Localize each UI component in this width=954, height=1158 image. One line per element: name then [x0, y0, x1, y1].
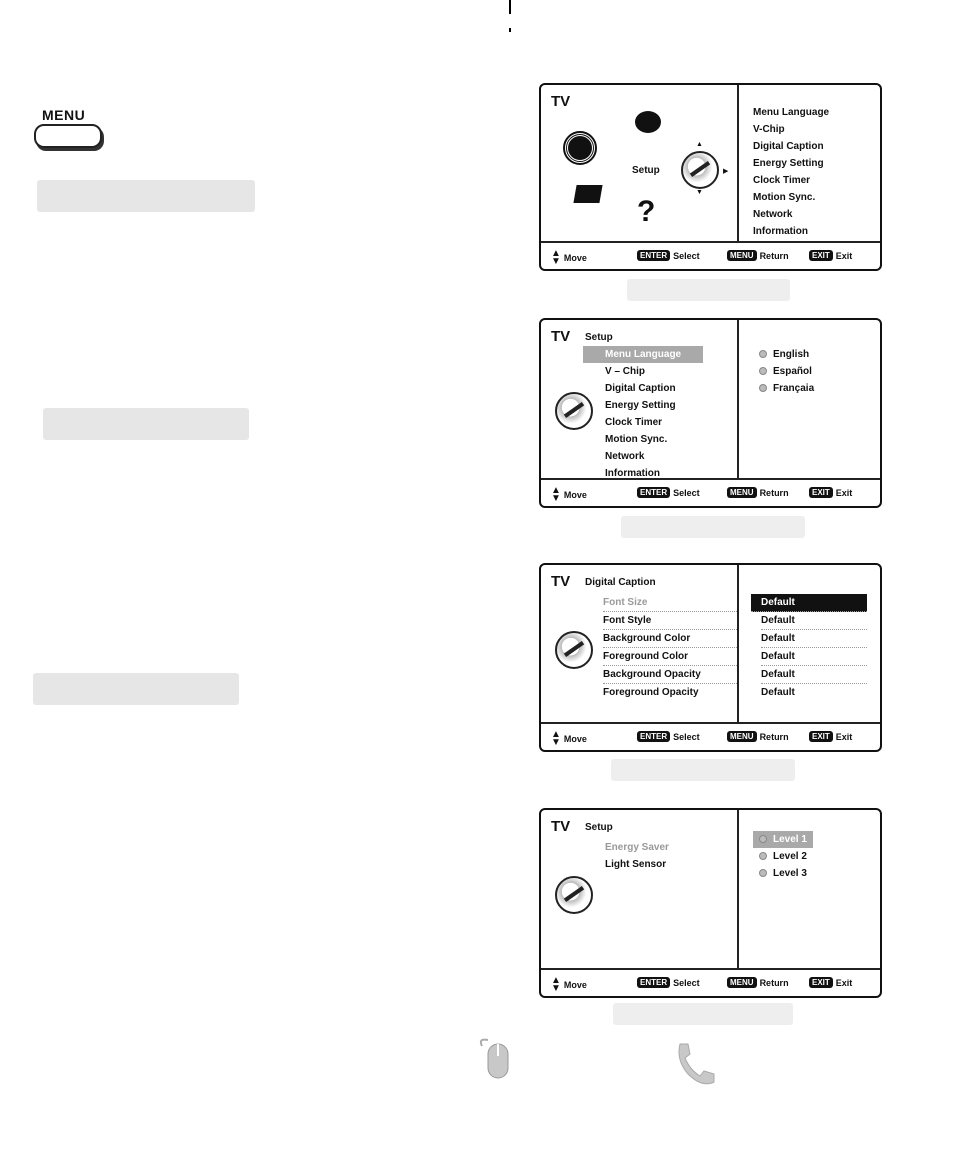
option-label: Level 2 — [773, 851, 807, 862]
tv-setup-screen — [539, 318, 882, 508]
radio-icon — [759, 852, 767, 860]
exit-key-badge: EXIT — [809, 250, 833, 261]
radio-icon — [759, 367, 767, 375]
caption-bar-2 — [621, 516, 805, 538]
list-item-selected[interactable]: Energy Saver — [605, 842, 669, 853]
enter-key-badge: ENTER — [637, 487, 670, 498]
list-item-selected[interactable]: Font Size — [603, 594, 737, 612]
option-label: Level 3 — [773, 868, 807, 879]
list-item[interactable]: Foreground Opacity — [603, 687, 699, 698]
picture-icon — [635, 111, 661, 133]
list-item[interactable]: Background Color — [603, 630, 737, 648]
screen-footer — [541, 241, 880, 269]
footer-exit-label: Exit — [835, 977, 853, 988]
footer-move-label: Move — [563, 253, 587, 263]
up-down-arrows-icon: ▲ ▼ — [551, 975, 561, 994]
up-down-arrows-icon: ▲ ▼ — [551, 729, 561, 748]
footer-select-label: Select — [673, 731, 700, 742]
menu-button-icon — [34, 124, 102, 148]
tv-digital-caption-screen — [539, 563, 882, 752]
footer-exit-label: Exit — [835, 487, 853, 498]
tv-label: TV — [551, 573, 571, 590]
menu-key-badge: MENU — [727, 731, 757, 742]
list-item[interactable]: Network — [605, 451, 645, 462]
list-item[interactable]: Information — [753, 226, 808, 237]
list-item[interactable]: Digital Caption — [605, 383, 676, 394]
breadcrumb: Setup — [585, 822, 613, 833]
list-item[interactable]: Clock Timer — [753, 175, 811, 186]
chevron-up-icon: ▲ — [696, 141, 703, 148]
step-bar-3 — [33, 673, 239, 705]
list-item[interactable]: Energy Setting — [605, 400, 676, 411]
radio-option[interactable] — [759, 848, 813, 865]
value-cell[interactable]: Default — [761, 666, 867, 684]
menu-key-label: MENU — [42, 107, 86, 123]
footer-select-label: Select — [673, 487, 700, 498]
footer-exit-label: Exit — [835, 731, 853, 742]
breadcrumb: Setup — [585, 332, 613, 343]
chevron-down-icon: ▼ — [696, 189, 703, 196]
radio-option[interactable] — [759, 380, 814, 397]
caption-bar-3 — [611, 759, 795, 781]
main-menu-list — [753, 104, 829, 240]
value-cell[interactable]: Default — [761, 612, 867, 630]
vertical-rule — [509, 28, 511, 32]
screen-footer — [541, 968, 880, 996]
breadcrumb: Digital Caption — [585, 577, 656, 588]
list-item[interactable]: Energy Setting — [753, 158, 824, 169]
tv-label: TV — [551, 328, 571, 345]
enter-key-badge: ENTER — [637, 977, 670, 988]
list-item[interactable]: Motion Sync. — [753, 192, 816, 203]
setup-icon — [555, 876, 593, 914]
list-item[interactable]: V-Chip — [753, 124, 785, 135]
menu-key-graphic — [34, 107, 104, 149]
tv-label: TV — [551, 818, 571, 835]
list-item[interactable]: Information — [605, 468, 660, 479]
exit-key-badge: EXIT — [809, 731, 833, 742]
footer-move-label: Move — [563, 734, 587, 744]
phone-icon — [672, 1040, 716, 1098]
list-item[interactable]: Network — [753, 209, 793, 220]
step-bar-1 — [37, 180, 255, 212]
footer-return-label: Return — [759, 250, 789, 261]
setup-icon — [555, 392, 593, 430]
energy-menu-list — [605, 839, 669, 873]
audio-icon — [565, 133, 595, 163]
vertical-rule — [509, 0, 511, 14]
value-cell[interactable]: Default — [761, 687, 795, 698]
option-label: English — [773, 349, 810, 360]
screen-footer — [541, 478, 880, 506]
footer-move-label: Move — [563, 980, 587, 990]
footer-select-label: Select — [673, 977, 700, 988]
radio-option[interactable] — [759, 346, 814, 363]
panel-divider — [737, 320, 739, 480]
panel-divider — [737, 85, 739, 243]
footer-return-label: Return — [759, 977, 789, 988]
exit-key-badge: EXIT — [809, 487, 833, 498]
mouse-icon — [476, 1036, 512, 1094]
radio-option-selected[interactable] — [753, 831, 813, 848]
list-item[interactable]: V – Chip — [605, 366, 646, 377]
list-item[interactable]: Clock Timer — [605, 417, 663, 428]
panel-divider — [737, 565, 739, 724]
enter-key-badge: ENTER — [637, 731, 670, 742]
value-cell[interactable]: Default — [761, 630, 867, 648]
panel-divider — [737, 810, 739, 970]
radio-option[interactable] — [759, 363, 814, 380]
value-label: Default — [761, 597, 795, 608]
list-item[interactable]: Light Sensor — [605, 859, 667, 870]
list-item[interactable]: Motion Sync. — [605, 434, 668, 445]
step-bar-2 — [43, 408, 249, 440]
channel-icon — [573, 185, 602, 203]
tv-label: TV — [551, 93, 571, 110]
help-icon: ? — [637, 195, 656, 228]
menu-key-badge: MENU — [727, 977, 757, 988]
footer-return-label: Return — [759, 731, 789, 742]
language-options — [759, 346, 814, 397]
up-down-arrows-icon: ▲ ▼ — [551, 485, 561, 504]
menu-key-badge: MENU — [727, 250, 757, 261]
radio-icon — [759, 350, 767, 358]
footer-exit-label: Exit — [835, 250, 853, 261]
enter-key-badge: ENTER — [637, 250, 670, 261]
caption-values — [761, 594, 867, 701]
footer-move-label: Move — [563, 490, 587, 500]
tv-main-menu-screen — [539, 83, 882, 271]
option-label: Françaia — [773, 383, 815, 394]
menu-key-badge: MENU — [727, 487, 757, 498]
energy-level-options — [759, 831, 813, 882]
caption-bar-1 — [627, 279, 790, 301]
chevron-right-icon: ▶ — [723, 168, 729, 175]
value-selector[interactable] — [751, 594, 867, 612]
list-item[interactable]: Digital Caption — [753, 141, 824, 152]
setup-icon — [555, 631, 593, 669]
option-label: Level 1 — [773, 834, 807, 845]
list-item[interactable]: Foreground Color — [603, 648, 737, 666]
radio-icon — [759, 384, 767, 392]
footer-return-label: Return — [759, 487, 789, 498]
setup-center-label: Setup — [632, 165, 660, 176]
list-item[interactable]: Background Opacity — [603, 666, 737, 684]
radio-icon — [759, 835, 767, 843]
value-cell[interactable]: Default — [761, 648, 867, 666]
radio-option[interactable] — [759, 865, 813, 882]
up-down-arrows-icon: ▲ ▼ — [551, 248, 561, 267]
caption-bar-4 — [613, 1003, 793, 1025]
screen-footer — [541, 722, 880, 750]
list-item-selected[interactable]: Menu Language — [583, 346, 703, 363]
list-item[interactable]: Font Style — [603, 612, 737, 630]
option-label: Español — [773, 366, 812, 377]
tv-energy-setting-screen — [539, 808, 882, 998]
setup-menu-list — [605, 346, 703, 482]
footer-select-label: Select — [673, 250, 700, 261]
list-item[interactable]: Menu Language — [753, 107, 830, 118]
radio-icon — [759, 869, 767, 877]
exit-key-badge: EXIT — [809, 977, 833, 988]
caption-menu-list — [603, 594, 737, 701]
setup-icon — [681, 151, 719, 189]
